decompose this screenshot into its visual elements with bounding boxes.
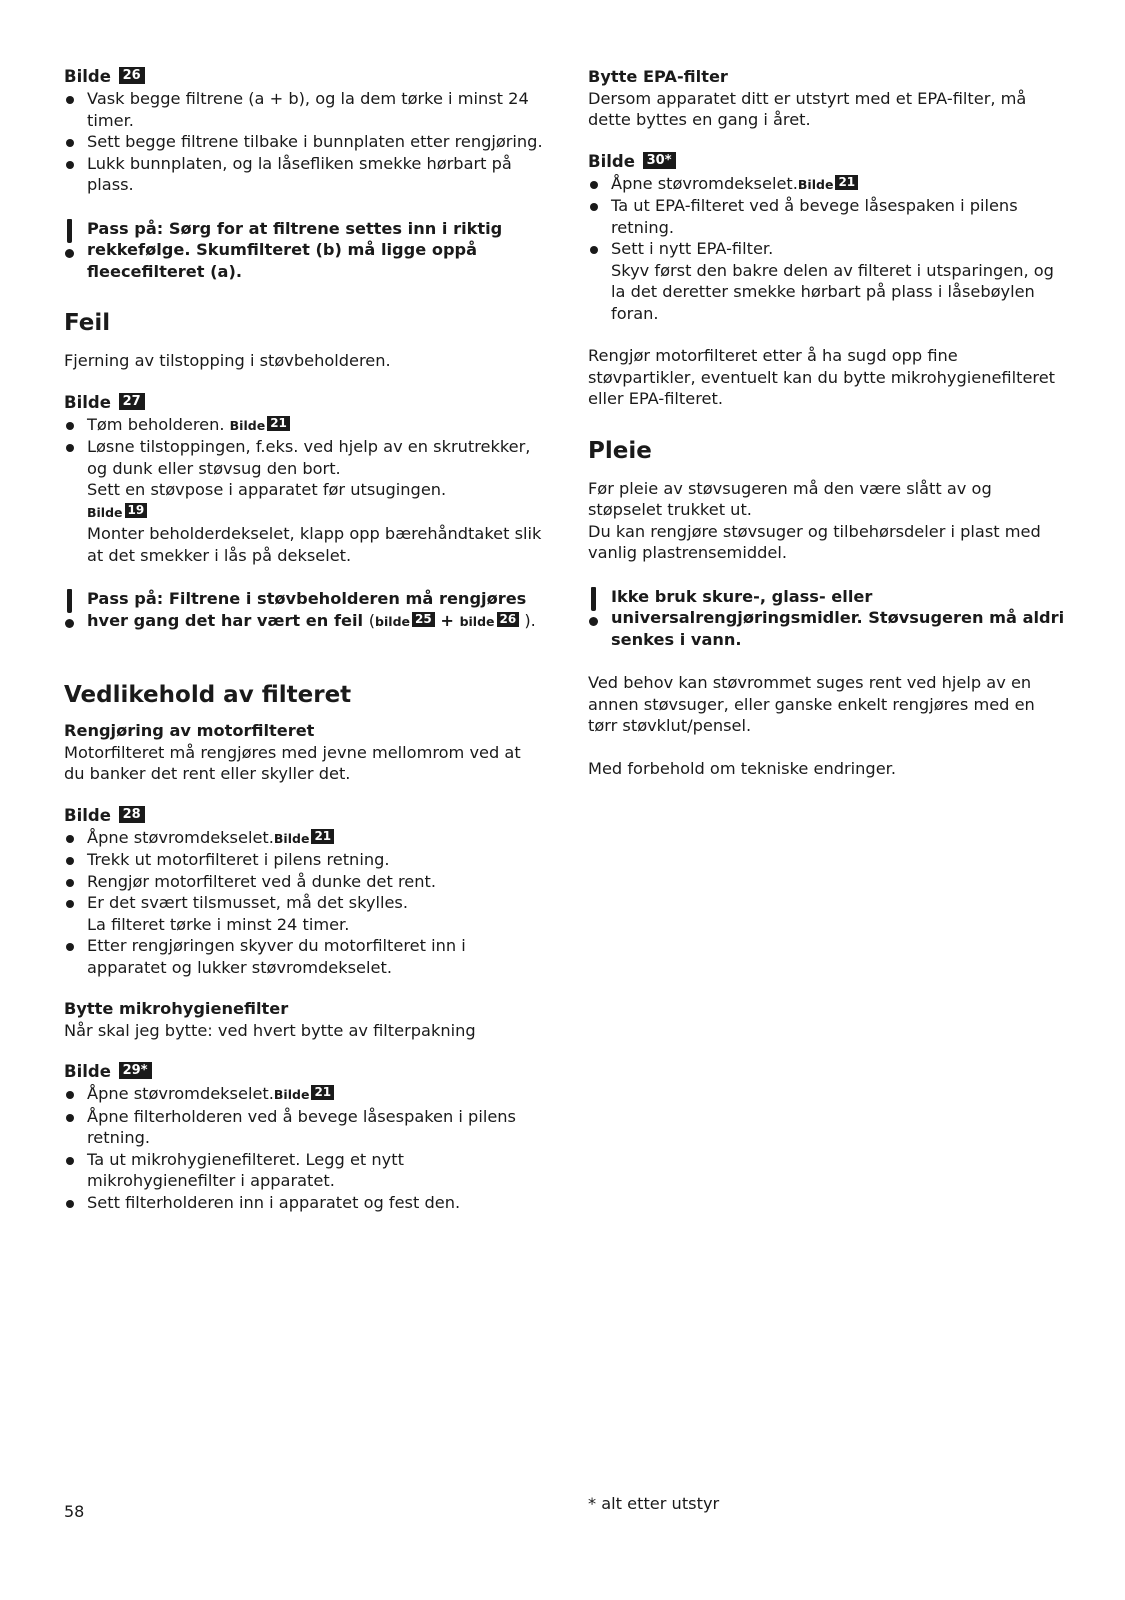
list-item: Åpne støvromdekselet.Bilde 21 <box>588 173 1068 196</box>
steps-list-26 <box>64 88 544 196</box>
subheading-motorfilter: Rengjøring av motorfilteret <box>64 721 315 740</box>
figure-ref-28: Bilde 28 <box>64 805 544 827</box>
steps-list-30 <box>588 173 1068 325</box>
list-item: Rengjør motorfilteret ved å dunke det rent. <box>64 871 544 893</box>
motorfilter-text: Motorfilteret må rengjøres med jevne mellomrom ved at du banker det rent eller skyller det. <box>64 742 521 783</box>
warning-note-clean-filters: Pass på: Filtrene i støvbeholderen må rengjøres hver gang det har vært en feil (bilde 25 + bilde 26 ). <box>64 588 544 632</box>
figure-ref-29: Bilde 29* <box>64 1061 544 1083</box>
figure-number-badge: 26 <box>119 67 145 84</box>
list-item: Åpne støvromdekselet.Bilde 21 <box>64 1083 544 1106</box>
exclamation-icon <box>64 219 76 259</box>
exclamation-icon <box>588 587 600 627</box>
figure-ref-26: Bilde 26 <box>64 66 544 88</box>
right-column <box>588 66 1068 779</box>
subheading-epa-filter: Bytte EPA-filter <box>588 67 728 86</box>
epa-filter-text: Dersom apparatet ditt er utstyrt med et EPA-filter, må dette byttes en gang i året. <box>588 88 1027 129</box>
list-item: Åpne filterholderen ved å bevege låsespaken i pilens retning. <box>64 1106 544 1149</box>
figure-number-badge: 30* <box>643 152 676 169</box>
list-item: Tøm beholderen. Bilde 21 <box>64 414 544 437</box>
list-item: Er det svært tilsmusset, må det skylles. La filteret tørke i minst 24 timer. <box>64 892 544 935</box>
figure-number-badge: 28 <box>119 806 145 823</box>
list-item: Sett i nytt EPA-filter. Skyv først den bakre delen av filteret i utsparingen, og la det deretter smekke hørbart på plass i låsebøylen foran. <box>588 238 1068 324</box>
steps-list-28 <box>64 827 544 979</box>
page-number: 58 <box>64 1502 85 1521</box>
list-item: Trekk ut motorfilteret i pilens retning. <box>64 849 544 871</box>
figure-number-badge: 25 <box>412 612 435 627</box>
pleie-text-1: Før pleie av støvsugeren må den være slått av og støpselet trukket ut. <box>588 478 992 519</box>
forbehold-text: Med forbehold om tekniske endringer. <box>588 758 896 778</box>
section-title-vedlikehold: Vedlikehold av filteret <box>64 682 352 708</box>
list-item: Sett begge filtrene tilbake i bunnplaten etter rengjøring. <box>64 131 544 153</box>
figure-ref-30: Bilde 30* <box>588 151 1068 173</box>
figure-ref-27: Bilde 27 <box>64 392 544 414</box>
steps-list-29 <box>64 1083 544 1213</box>
section-title-pleie: Pleie <box>588 437 652 464</box>
list-item: Vask begge filtrene (a + b), og la dem tørke i minst 24 timer. <box>64 88 544 131</box>
subheading-mikrohygienefilter: Bytte mikrohygienefilter <box>64 999 289 1018</box>
mikrohygienefilter-text: Når skal jeg bytte: ved hvert bytte av filterpakning <box>64 1020 476 1040</box>
list-item: Løsne tilstoppingen, f.eks. ved hjelp av en skrutrekker, og dunk eller støvsug den bort. Sett en støvpose i apparatet før utsugingen. Bilde 19 Monter beholderdekselet, klapp opp bærehåndtaket slik at det smekker i lås på dekselet. <box>64 436 544 566</box>
warning-note-cleaning-agents: Ikke bruk skure-, glass- eller universalrengjøringsmidler. Støvsugeren må aldri senkes i vann. <box>588 586 1068 651</box>
steps-list-27 <box>64 414 544 567</box>
figure-number-badge: 26 <box>497 612 520 627</box>
motorfilter-note: Rengjør motorfilteret etter å ha sugd opp fine støvpartikler, eventuelt kan du bytte mikrohygienefilteret eller EPA-filteret. <box>588 346 1056 408</box>
left-column <box>64 66 544 1213</box>
figure-number-badge: 19 <box>125 503 148 518</box>
figure-number-badge: 21 <box>311 829 334 844</box>
list-item: Ta ut EPA-filteret ved å bevege låsespaken i pilens retning. <box>588 195 1068 238</box>
list-item: Sett filterholderen inn i apparatet og fest den. <box>64 1192 544 1214</box>
pleie-text-2: Du kan rengjøre støvsuger og tilbehørsdeler i plast med vanlig plastrensemiddel. <box>588 521 1041 562</box>
feil-intro: Fjerning av tilstopping i støvbeholderen. <box>64 351 391 370</box>
list-item: Etter rengjøringen skyver du motorfilteret inn i apparatet og lukker støvromdekselet. <box>64 935 544 978</box>
figure-number-badge: 21 <box>835 175 858 190</box>
footnote: * alt etter utstyr <box>588 1494 720 1513</box>
list-item: Ta ut mikrohygienefilteret. Legg et nytt mikrohygienefilter i apparatet. <box>64 1149 544 1192</box>
figure-number-badge: 21 <box>311 1085 334 1100</box>
list-item: Åpne støvromdekselet.Bilde 21 <box>64 827 544 850</box>
section-title-feil: Feil <box>64 310 111 336</box>
exclamation-icon <box>64 589 76 629</box>
list-item: Lukk bunnplaten, og la låsefliken smekke hørbart på plass. <box>64 153 544 196</box>
behov-text: Ved behov kan støvrommet suges rent ved hjelp av en annen støvsuger, eller ganske enkelt rengjøres med en tørr støvklut/pensel. <box>588 673 1035 735</box>
warning-note-filter-order: Pass på: Sørg for at filtrene settes inn i riktig rekkefølge. Skumfilteret (b) må ligge oppå fleecefilteret (a). <box>64 218 544 283</box>
figure-number-badge: 21 <box>267 416 290 431</box>
figure-number-badge: 27 <box>119 393 145 410</box>
figure-number-badge: 29* <box>119 1062 152 1079</box>
